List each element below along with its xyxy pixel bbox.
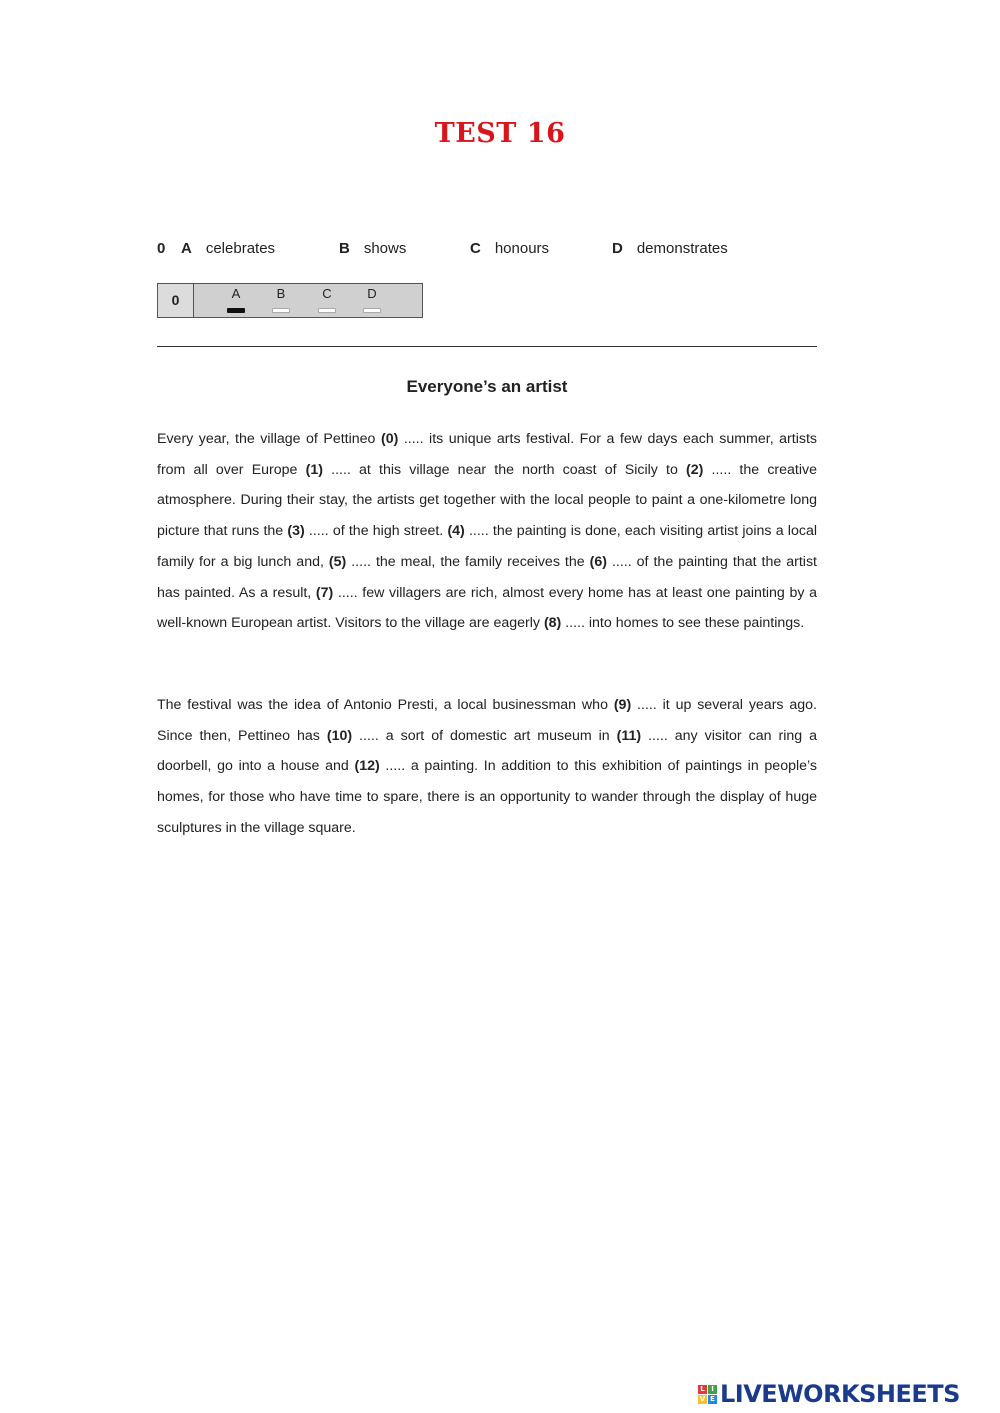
question-number: (0) xyxy=(380,431,399,447)
option-d-word: demonstrates xyxy=(636,240,728,257)
example-options-row xyxy=(157,240,817,262)
answer-letter-a: A xyxy=(231,286,241,301)
divider-line xyxy=(157,346,817,347)
article-heading: Everyone’s an artist xyxy=(406,377,568,396)
answer-mark-a xyxy=(227,308,245,313)
question-number: (10) xyxy=(326,727,353,744)
article-paragraph-2 xyxy=(157,690,817,844)
question-number: (8) xyxy=(543,615,562,632)
answer-letter-d: D xyxy=(367,286,377,301)
answer-box-number: 0 xyxy=(158,284,194,317)
liveworksheets-logo xyxy=(698,1378,960,1410)
article-paragraph-1 xyxy=(157,424,817,639)
question-number: (5) xyxy=(328,553,347,570)
question-number: (2) xyxy=(686,461,704,478)
option-b-letter: B xyxy=(339,240,350,257)
paragraph-text: ..... into homes to see these paintings. xyxy=(561,615,805,632)
option-a xyxy=(181,240,275,257)
logo-icon-letter-v: V xyxy=(699,1394,706,1403)
answer-mark-d xyxy=(363,308,381,313)
question-number: (6) xyxy=(589,553,607,570)
paragraph-text: ..... the painting is done, each visiting artist joins a local family for a big lunch and, xyxy=(157,523,817,570)
option-d-letter: D xyxy=(612,240,623,257)
example-number: 0 xyxy=(157,240,166,257)
liveworksheets-logo-icon xyxy=(698,1385,717,1404)
option-a-word: celebrates xyxy=(205,240,276,257)
option-c-word: honours xyxy=(494,240,550,257)
question-number: (3) xyxy=(287,523,305,540)
option-a-letter: A xyxy=(181,240,192,257)
option-c xyxy=(470,240,549,257)
question-number: (1) xyxy=(305,461,323,478)
paragraph-text: ..... the creative atmosphere. During their stay, the artists get together with the local people to paint a one-kilometre long picture that runs the xyxy=(157,461,818,540)
logo-icon-letter-e: E xyxy=(708,1395,717,1404)
paragraph-text: ..... of the high street. xyxy=(304,523,448,540)
paragraph-text: The festival was the idea of Antonio Presti, a local businessman who xyxy=(157,697,614,713)
logo-text: LIVEWORKSHEETS xyxy=(720,1380,960,1408)
answer-letter-b: B xyxy=(276,286,286,301)
option-b xyxy=(339,240,406,257)
option-d xyxy=(612,240,728,257)
paragraph-text: ..... of the painting that the artist has painted. As a result, xyxy=(157,553,817,601)
option-b-word: shows xyxy=(363,240,407,257)
question-number: (11) xyxy=(616,727,642,744)
paragraph-text: ..... any visitor can ring a doorbell, go into a house and xyxy=(157,727,817,775)
option-c-letter: C xyxy=(470,240,481,257)
paragraph-text: ..... its unique arts festival. For a few days each summer, artists from all over Europe xyxy=(157,431,817,478)
question-number: (12) xyxy=(354,758,380,775)
paragraph-text: ..... few villagers are rich, almost every home has at least one painting by a well-known European artist. Visitors to the village are eagerly xyxy=(157,584,817,632)
example-answer-box xyxy=(157,283,423,318)
logo-icon-letter-l: L xyxy=(698,1385,707,1394)
answer-mark-c xyxy=(318,308,336,313)
paragraph-text: ..... at this village near the north coast of Sicily to xyxy=(322,461,687,478)
question-number: (7) xyxy=(315,584,334,601)
paragraph-text: ..... it up several years ago. Since then, Pettineo has xyxy=(157,697,817,744)
paragraph-text: ..... a painting. In addition to this exhibition of paintings in people’s homes, for those who have time to spare, there is an opportunity to wander through the display of huge sculptures in the village square. xyxy=(157,758,818,836)
logo-icon-letter-i: I xyxy=(708,1385,717,1394)
page-title: TEST 16 xyxy=(434,118,566,149)
paragraph-text: Every year, the village of Pettineo xyxy=(157,431,381,447)
paragraph-text: ..... the meal, the family receives the xyxy=(346,553,590,570)
question-number: (4) xyxy=(447,523,465,540)
question-number: (9) xyxy=(613,697,632,713)
paragraph-text: ..... a sort of domestic art museum in xyxy=(352,727,617,744)
answer-mark-b xyxy=(272,308,290,313)
answer-letter-c: C xyxy=(322,286,332,301)
